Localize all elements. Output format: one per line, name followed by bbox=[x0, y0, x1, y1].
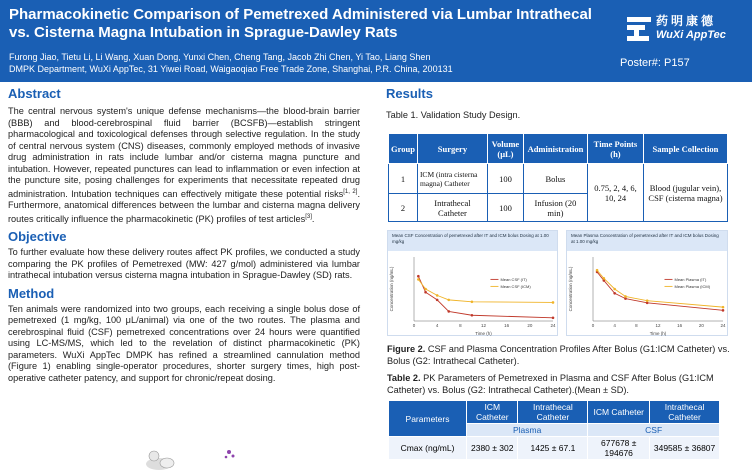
x-tick-label: 8 bbox=[635, 323, 638, 328]
abstract-text bbox=[8, 106, 360, 225]
cell-group: 2 bbox=[389, 194, 418, 222]
data-point bbox=[722, 306, 725, 309]
data-point bbox=[447, 299, 450, 302]
y-axis-label: Concentration (ng/mL) bbox=[389, 266, 394, 312]
data-point bbox=[471, 314, 474, 317]
study-design-table bbox=[388, 133, 728, 222]
data-point bbox=[603, 277, 606, 280]
table1-caption: Table 1. Validation Study Design. bbox=[386, 110, 521, 120]
data-point bbox=[424, 288, 427, 291]
x-tick-label: 20 bbox=[527, 323, 533, 328]
th-surgery: Surgery bbox=[417, 134, 487, 164]
x-tick-label: 0 bbox=[412, 323, 416, 328]
data-point bbox=[471, 301, 474, 304]
x-tick-label: 24 bbox=[720, 323, 726, 328]
abstract-ref2: [3] bbox=[305, 213, 312, 220]
series-line bbox=[418, 276, 553, 302]
method-heading: Method bbox=[8, 285, 55, 301]
figure2-caption-text: CSF and Plasma Concentration Profiles After Bolus (G1:ICM Catheter) vs. Bolus (G2: Intrathecal Catheter). bbox=[387, 344, 730, 366]
rat-illustration bbox=[134, 442, 244, 470]
th-col: Intrathecal Catheter bbox=[650, 401, 720, 424]
th-col: ICM Catheter bbox=[467, 401, 518, 424]
abstract-text-part2: . Furthermore, anatomical differences between the lumbar and cisterna magna delivery routes critically influence the pharmacokinetic (PK) profiles of test articles bbox=[8, 188, 360, 224]
data-point bbox=[552, 317, 555, 320]
abstract-text-part1: The central nervous system's unique defense mechanisms—the blood-brain barrier (BBB) and blood-cerebrospinal fluid barrier (BCSFB)—establish stringent pharmacological and toxicological defenses through selective regulation. In the study of central nervous system (CNS) diseases, commonly employed methods of invasive drug administration in rats include lumbar and/or cisterna magna puncture and intubation. However, repeated punctures can lead to inflammation or even infection at the puncture site, posing challenges for experiments that necessitate repeated drug administration. Intubation techniques can effectively mitigate these potential risks bbox=[8, 106, 360, 199]
cell-admin: Infusion (20 min) bbox=[523, 194, 587, 222]
abstract-text-part3: . bbox=[311, 213, 315, 224]
chart-title: Mean CSF Concentration of pemetrexed after IT and ICM bolus Dosing at 1.00 mg/kg bbox=[388, 231, 557, 251]
th-parameters: Parameters bbox=[389, 401, 467, 437]
cell-group: 1 bbox=[389, 164, 418, 194]
method-text: Ten animals were randomized into two groups, each receiving a single bolus dose of pemetrexed (1 mg/kg, 100 μL/animal) via one of the two routes. The plasma and cerebrospinal fluid (CSF) pemetrexed concentrations over 24 hours were quantified using LC-MS/MS, which led to the revelation of distinct pharmacokinetic (PK) parameters. WuXi AppTec DMPK has refined a streamlined cannulation method (Figure 1) enabling single-operator procedures, shorter surgery times, high post-operative catheter patency, and support for chronic/repeat dosing. bbox=[8, 303, 360, 383]
series-line bbox=[418, 276, 553, 318]
table2-caption-text: PK Parameters of Pemetrexed in Plasma and CSF After Bolus (G1:ICM Catheter) vs. Bolus (G2: Intrathecal Catheter).(Mean ± SD). bbox=[387, 373, 714, 395]
cell-surgery: Intrathecal Catheter bbox=[417, 194, 487, 222]
abstract-heading: Abstract bbox=[8, 86, 61, 101]
data-point bbox=[722, 309, 725, 312]
x-tick-label: 4 bbox=[435, 323, 439, 328]
cell-value: 349585 ± 36807 bbox=[650, 437, 720, 460]
logo-mark-icon bbox=[626, 14, 652, 42]
results-heading: Results bbox=[386, 86, 433, 101]
data-point bbox=[424, 291, 427, 294]
pk-parameters-table bbox=[388, 400, 720, 460]
x-tick-label: 12 bbox=[655, 323, 661, 328]
poster-number: Poster#: P157 bbox=[620, 57, 690, 69]
table2-caption bbox=[387, 373, 742, 396]
group-csf: CSF bbox=[588, 424, 720, 437]
chart-title: Mean Plasma Concentration of pemetrexed after IT and ICM bolus Dosing at 1.00 mg/kg bbox=[567, 231, 727, 251]
x-tick-label: 0 bbox=[591, 323, 595, 328]
authors-line: Furong Jiao, Tietu Li, Li Wang, Xuan Dong, Yunxi Chen, Cheng Tang, Jacob Zhi Chen, Yi Tao, Liang Shen bbox=[9, 52, 431, 62]
th-sample: Sample Collection bbox=[643, 134, 727, 164]
table-row bbox=[389, 164, 728, 194]
legend-label: Mean CSF (IT) bbox=[500, 276, 527, 282]
csf-chart-plot bbox=[388, 251, 559, 337]
table-row bbox=[389, 437, 720, 460]
wuxi-apptec-logo bbox=[626, 12, 744, 46]
table1-header-row bbox=[389, 134, 728, 164]
data-point bbox=[447, 310, 450, 313]
csf-concentration-chart bbox=[387, 230, 558, 336]
x-tick-label: 4 bbox=[613, 323, 616, 328]
poster-header bbox=[0, 0, 752, 82]
cell-value: 2380 ± 302 bbox=[467, 437, 518, 460]
legend-label: Mean Plasma (IT) bbox=[674, 276, 707, 282]
affiliation-line: DMPK Department, WuXi AppTec, 31 Yiwei Road, Waigaoqiao Free Trade Zone, Shanghai, P.R. China, 200131 bbox=[9, 64, 453, 74]
th-col: ICM Catheter bbox=[588, 401, 650, 424]
figure2-caption-label: Figure 2. bbox=[387, 344, 426, 354]
poster-title: Pharmacokinetic Comparison of Pemetrexed Administered via Lumbar Intrathecal vs. Cisterna Magna Intubation in Sprague-Dawley Rats bbox=[9, 6, 592, 41]
data-point bbox=[552, 301, 555, 304]
x-tick-label: 20 bbox=[698, 323, 704, 328]
cell-value: 1425 ± 67.1 bbox=[518, 437, 588, 460]
data-point bbox=[417, 275, 420, 278]
th-group: Group bbox=[389, 134, 418, 164]
left-column bbox=[8, 86, 360, 384]
right-column bbox=[386, 86, 746, 122]
th-col: Intrathecal Catheter bbox=[518, 401, 588, 424]
data-point bbox=[417, 278, 420, 281]
legend-label: Mean Plasma (ICM) bbox=[674, 283, 711, 289]
x-axis-label: Time (h) bbox=[649, 331, 667, 336]
table2-header-row bbox=[389, 401, 720, 424]
figure2-caption bbox=[387, 344, 742, 367]
cell-value: 677678 ± 194676 bbox=[588, 437, 650, 460]
row-label-cmax: Cmax (ng/mL) bbox=[389, 437, 467, 460]
cell-admin: Bolus bbox=[523, 164, 587, 194]
x-tick-label: 24 bbox=[550, 323, 556, 328]
y-axis-label: Concentration (ng/mL) bbox=[568, 266, 573, 312]
x-tick-label: 8 bbox=[459, 323, 462, 328]
objective-heading: Objective bbox=[8, 229, 67, 245]
group-plasma: Plasma bbox=[467, 424, 588, 437]
objective-text: To further evaluate how these delivery routes affect PK profiles, we conducted a study comparing the PK profiles of Pemetrexed (MW: 427 g/mol) administered via lumbar intrathecal intubation versus cisterna magna intubation in Sprague-Dawley (SD) rats. bbox=[8, 247, 360, 281]
logo-english-text: WuXi AppTec bbox=[656, 29, 726, 41]
cell-volume: 100 bbox=[487, 164, 523, 194]
logo-chinese-text: 药明康德 bbox=[656, 14, 717, 28]
th-timepoints: Time Points (h) bbox=[587, 134, 643, 164]
data-point bbox=[613, 288, 616, 291]
table2-caption-label: Table 2. bbox=[387, 373, 421, 383]
legend-label: Mean CSF (ICM) bbox=[500, 283, 531, 289]
data-point bbox=[624, 295, 627, 298]
cell-volume: 100 bbox=[487, 194, 523, 222]
plasma-chart-plot bbox=[567, 251, 729, 337]
abstract-ref1: [1, 2] bbox=[343, 188, 358, 195]
x-tick-label: 16 bbox=[677, 323, 683, 328]
data-point bbox=[613, 292, 616, 295]
cell-surgery: ICM (intra cisterna magna) Catheter bbox=[417, 164, 487, 194]
cell-timepoints: 0.75, 2, 4, 6, 10, 24 bbox=[587, 164, 643, 222]
data-point bbox=[436, 299, 439, 302]
th-volume: Volume (μL) bbox=[487, 134, 523, 164]
plasma-concentration-chart bbox=[566, 230, 728, 336]
th-administration: Administration bbox=[523, 134, 587, 164]
x-tick-label: 16 bbox=[504, 323, 510, 328]
data-point bbox=[646, 299, 649, 302]
data-point bbox=[436, 294, 439, 297]
x-tick-label: 12 bbox=[480, 323, 487, 328]
cell-sample: Blood (jugular vein), CSF (cisterna magna) bbox=[643, 164, 727, 222]
data-point bbox=[596, 269, 599, 272]
x-axis-label: Time (h) bbox=[475, 331, 492, 336]
